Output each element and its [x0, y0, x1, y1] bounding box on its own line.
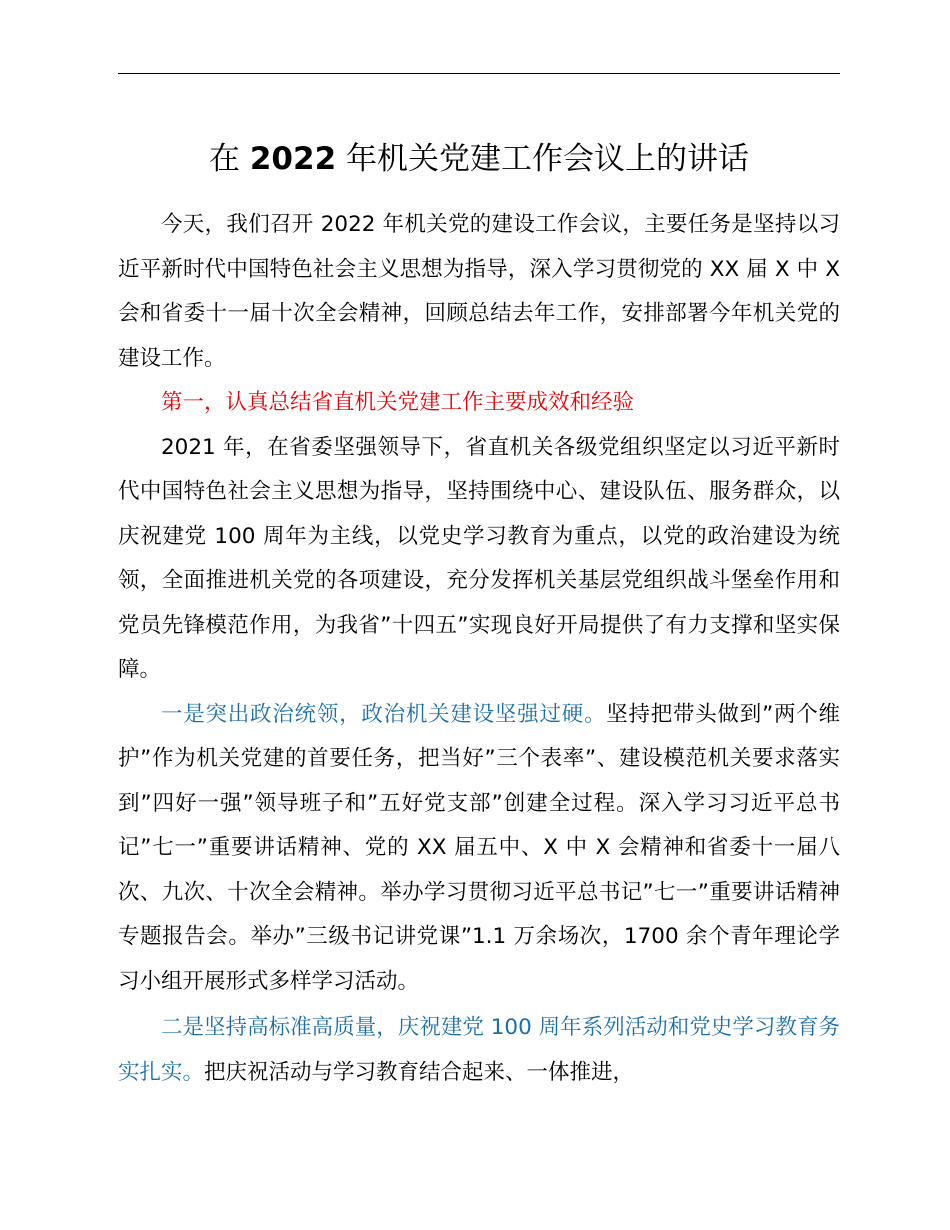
paragraph-point-one [118, 693, 840, 1005]
paragraph-intro [118, 203, 840, 381]
paragraph-text: 坚持把带头做到”两个维护”作为机关党建的首要任务，把当好”三个表率”、建设模范机关要求落实到”四好一强”领导班子和”五好党支部”创建全过程。深入学习习近平总书记”七一”重要讲话精神、党的 XX 届五中、X 中 X 会精神和省委十一届八次、九次、十次全会精神。举办学习贯彻习近平总书记”七一”重要讲话精神专题报告会。举办”三级书记讲党课”1.1 万余场次，1700 余个青年理论学习小组开展形式多样学习活动。 [118, 701, 840, 994]
paragraph-lead: 二是坚持高标准高质量，庆祝建党 100 周年系列活动和党史学习教育务实扎实。 [118, 1015, 840, 1085]
title-year: 2022 [249, 141, 337, 177]
paragraph-point-two [118, 1006, 840, 1095]
paragraph-lead: 一是突出政治统领，政治机关建设坚强过硬。 [161, 701, 607, 727]
title-post: 年机关党建工作会议上的讲话 [336, 141, 749, 177]
document-body [118, 203, 840, 1095]
paragraph-text: 今天，我们召开 2022 年机关党的建设工作会议，主要任务是坚持以习近平新时代中国特色社会主义思想为指导，深入学习贯彻党的 XX 届 X 中 X 会和省委十一届十次全会精神，回顾总结去年工作，安排部署今年机关党的建设工作。 [118, 212, 840, 371]
section-heading: 第一，认真总结省直机关党建工作主要成效和经验 [161, 390, 635, 415]
header-rule [118, 73, 840, 74]
paragraph-text: 把庆祝活动与学习教育结合起来、一体推进， [204, 1059, 635, 1085]
title-pre: 在 [209, 141, 250, 177]
paragraph-text: 2021 年，在省委坚强领导下，省直机关各级党组织坚定以习近平新时代中国特色社会主义思想为指导，坚持围绕中心、建设队伍、服务群众，以庆祝建党 100 周年为主线，以党史学习教育为重点，以党的政治建设为统领，全面推进机关党的各项建设，充分发挥机关基层党组织战斗堡垒作用和党员先锋模范作用，为我省”十四五”实现良好开局提供了有力支撑和坚实保障。 [118, 434, 840, 682]
document-title [118, 135, 840, 183]
paragraph-summary [118, 426, 840, 693]
